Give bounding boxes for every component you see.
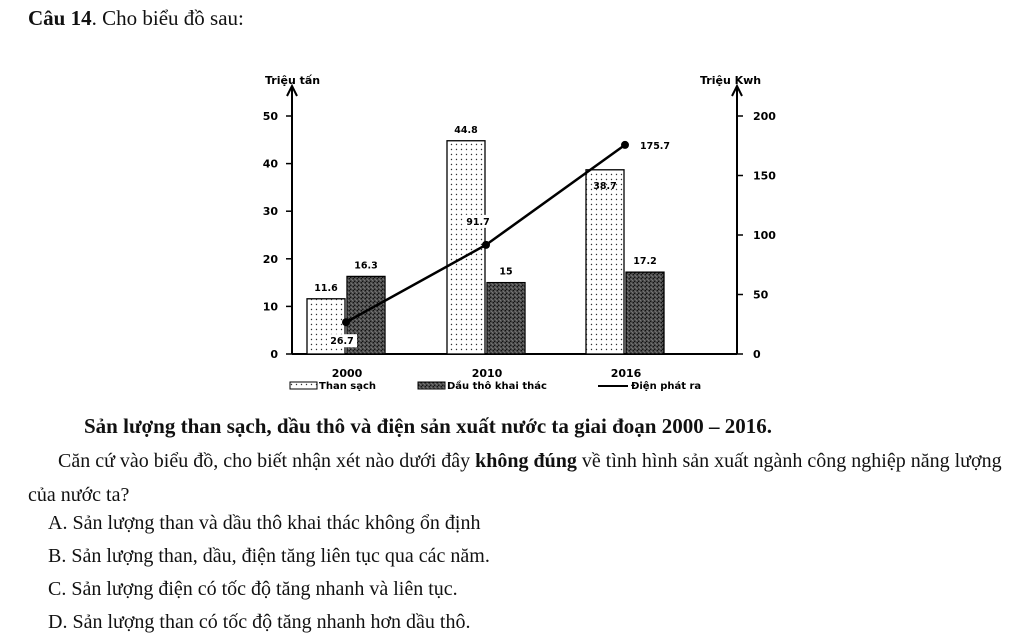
option-b[interactable]: B. Sản lượng than, dầu, điện tăng liên tục qua các năm. — [48, 545, 490, 567]
right-tick-label: 150 — [753, 169, 776, 183]
bar-value-label: 15 — [499, 266, 513, 278]
bar-dau-tho-2016 — [626, 272, 664, 354]
left-tick-label: 50 — [262, 110, 278, 123]
left-tick-label: 20 — [262, 252, 278, 266]
left-tick-label: 0 — [270, 348, 278, 361]
x-tick-label: 2016 — [610, 367, 642, 380]
left-tick-label: 30 — [262, 205, 278, 219]
question-title — [28, 6, 244, 31]
chart-caption: Sản lượng than sạch, dầu thô và điện sản xuất nước ta giai đoạn 2000 – 2016. — [84, 414, 772, 438]
line-value-label: 91.7 — [466, 216, 490, 228]
line-point-2010 — [482, 241, 490, 249]
bar-than-sach-2016 — [586, 170, 624, 354]
option-d[interactable]: D. Sản lượng than có tốc độ tăng nhanh hơn dầu thô. — [48, 611, 471, 633]
question-number: Câu 14 — [28, 6, 92, 30]
right-tick-label: 0 — [753, 348, 761, 361]
legend-label-dau-tho: Dầu thô khai thác — [447, 381, 547, 392]
bar-value-label: 16.3 — [354, 260, 378, 272]
bar-dau-tho-2010 — [487, 283, 525, 354]
right-tick-label: 200 — [753, 110, 776, 123]
legend-label-dien: Điện phát ra — [631, 381, 702, 392]
line-value-label: 26.7 — [330, 336, 354, 348]
stem-part2: về tình hình sản xuất ngành công nghiệp năng lượng của nước ta? — [28, 450, 1002, 506]
x-tick-label: 2000 — [331, 367, 363, 380]
legend-swatch-dau-tho — [418, 382, 445, 389]
bar-value-label: 38.7 — [593, 180, 617, 192]
question-intro: . Cho biểu đồ sau: — [91, 6, 244, 30]
question-stem — [28, 444, 1018, 512]
line-point-2000 — [342, 318, 350, 326]
right-axis-title: Triệu Kwh — [700, 74, 762, 87]
legend-label-than-sach: Than sạch — [319, 381, 377, 392]
line-value-label: 175.7 — [639, 140, 671, 152]
left-tick-label: 10 — [262, 300, 278, 314]
legend-swatch-than-sach — [290, 382, 317, 389]
bar-value-label: 44.8 — [454, 124, 478, 136]
x-tick-label: 2010 — [471, 367, 503, 380]
bar-value-label: 11.6 — [314, 282, 338, 294]
right-tick-label: 100 — [753, 229, 776, 242]
left-tick-label: 40 — [262, 157, 278, 171]
right-tick-label: 50 — [753, 288, 769, 302]
option-a[interactable]: A. Sản lượng than và dầu thô khai thác không ổn định — [48, 512, 481, 534]
line-point-2016 — [621, 141, 629, 149]
left-axis-title: Triệu tấn — [265, 74, 321, 87]
stem-part1: Căn cứ vào biểu đồ, cho biết nhận xét nào dưới đây — [58, 450, 476, 472]
stem-emphasis: không đúng — [475, 450, 577, 472]
bar-value-label: 17.2 — [633, 256, 657, 268]
option-c[interactable]: C. Sản lượng điện có tốc độ tăng nhanh và liên tục. — [48, 578, 458, 600]
energy-production-chart — [230, 58, 790, 403]
